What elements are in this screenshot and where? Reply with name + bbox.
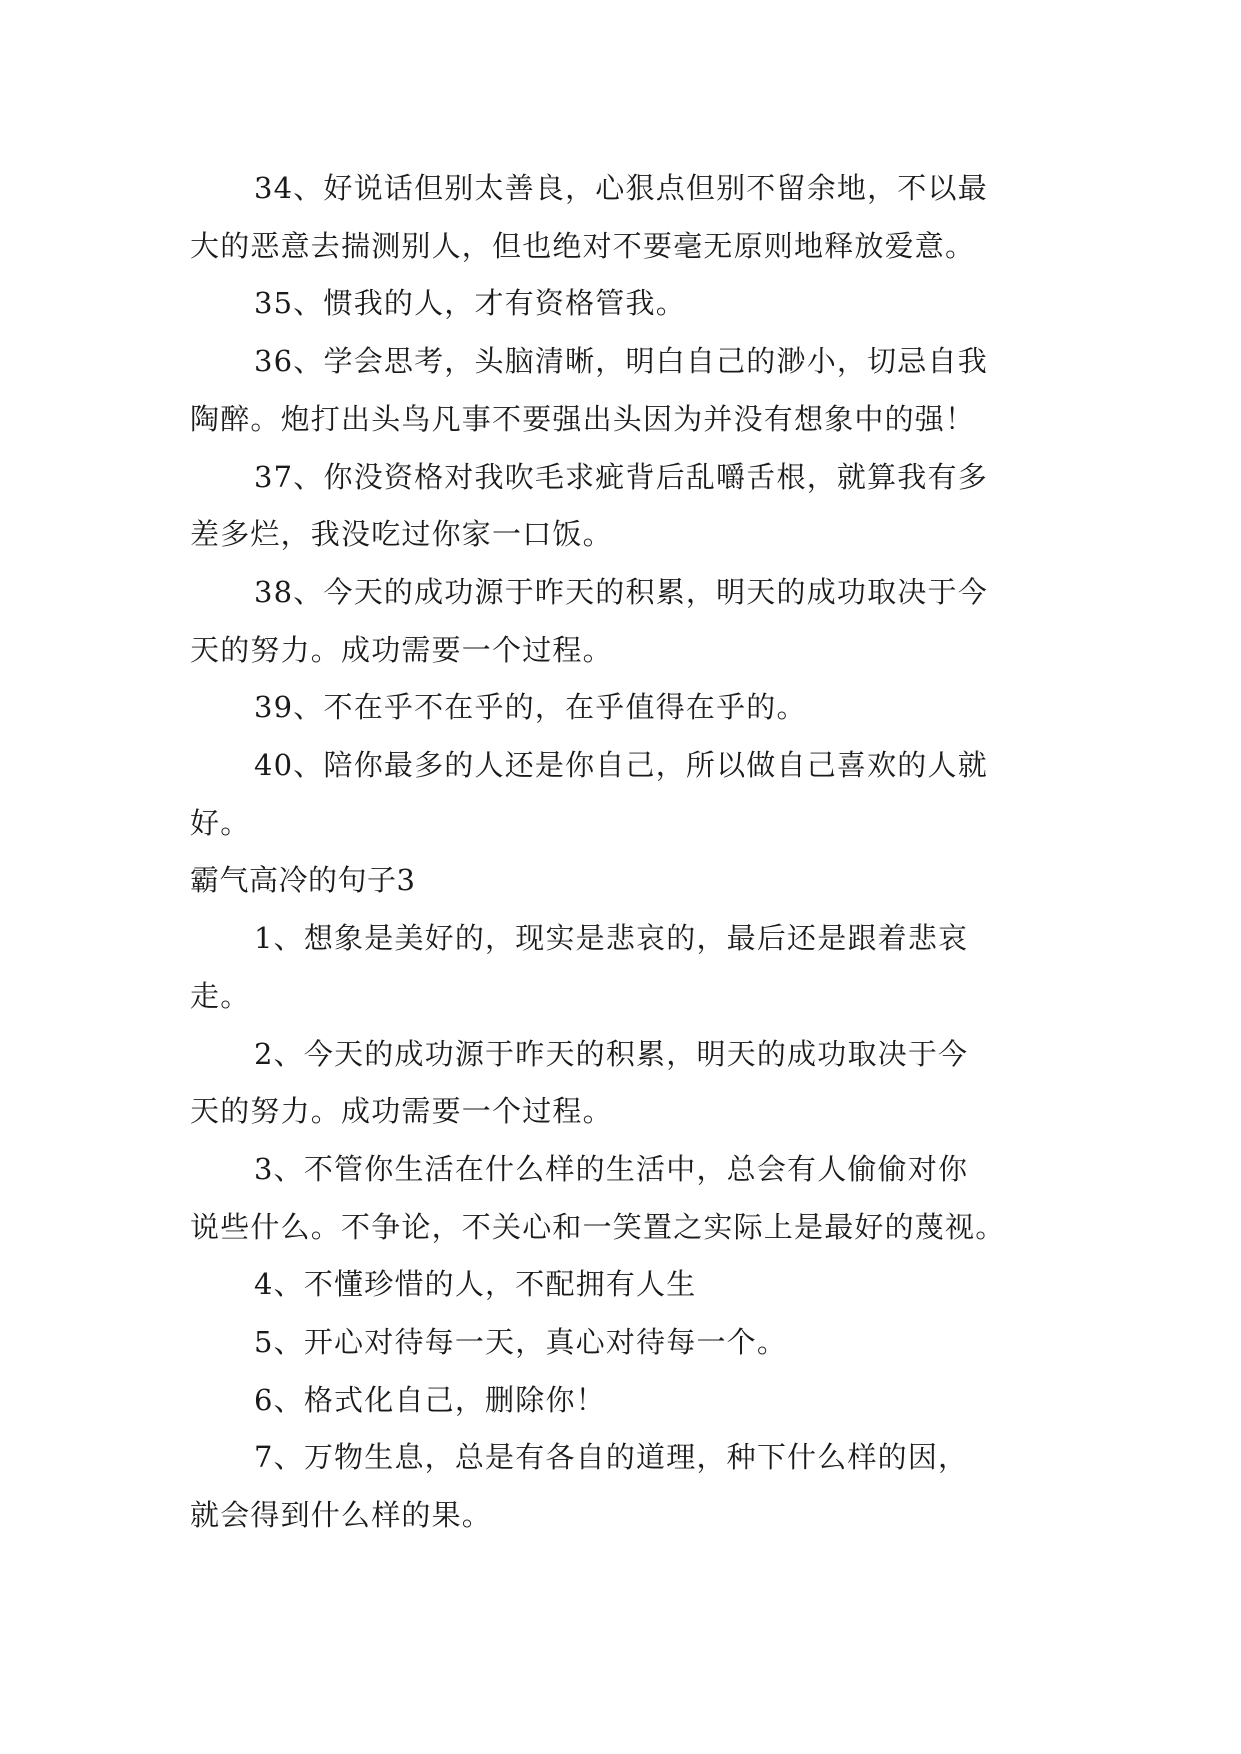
section-heading: 霸气高冷的句子3 bbox=[190, 863, 416, 898]
quote-2-line-1: 2、今天的成功源于昨天的积累，明天的成功取决于今 bbox=[254, 1036, 969, 1071]
quote-2-line-2: 天的努力。成功需要一个过程。 bbox=[190, 1094, 613, 1129]
quote-7-line-2: 就会得到什么样的果。 bbox=[190, 1498, 493, 1533]
quote-38-line-2: 天的努力。成功需要一个过程。 bbox=[190, 632, 613, 667]
quote-3 bbox=[190, 1141, 1062, 1256]
quote-1-line-1: 1、想象是美好的，现实是悲哀的，最后还是跟着悲哀 bbox=[254, 921, 969, 956]
quote-34-line-1: 34、好说话但别太善良，心狠点但别不留余地，不以最 bbox=[254, 171, 988, 205]
quote-2 bbox=[190, 1026, 1062, 1141]
quote-40-line-2: 好。 bbox=[190, 805, 251, 840]
quote-4-line-1: 4、不懂珍惜的人，不配拥有人生 bbox=[254, 1267, 697, 1302]
quote-4 bbox=[190, 1256, 1062, 1314]
quote-36-line-2: 陶醉。炮打出头鸟凡事不要强出头因为并没有想象中的强！ bbox=[190, 401, 976, 436]
quote-1-line-2: 走。 bbox=[190, 978, 251, 1013]
quote-34 bbox=[190, 160, 1062, 275]
quote-5 bbox=[190, 1314, 1062, 1372]
quote-36 bbox=[190, 333, 1062, 448]
quote-39-line-1: 39、不在乎不在乎的，在乎值得在乎的。 bbox=[254, 690, 807, 725]
quote-40-line-1: 40、陪你最多的人还是你自己，所以做自己喜欢的人就 bbox=[254, 748, 988, 783]
quote-35-line-1: 35、惯我的人，才有资格管我。 bbox=[254, 286, 686, 321]
quote-6-line-1: 6、格式化自己，删除你！ bbox=[254, 1382, 606, 1417]
quote-34-line-2: 大的恶意去揣测别人，但也绝对不要毫无原则地释放爱意。 bbox=[190, 228, 976, 263]
quote-37 bbox=[190, 449, 1062, 564]
quote-1 bbox=[190, 910, 1062, 1025]
quote-38-line-1: 38、今天的成功源于昨天的积累，明天的成功取决于今 bbox=[254, 574, 988, 609]
quote-40 bbox=[190, 737, 1062, 852]
quote-37-line-1: 37、你没资格对我吹毛求疵背后乱嚼舌根，就算我有多 bbox=[254, 459, 988, 494]
quote-38 bbox=[190, 564, 1062, 679]
quote-3-line-2: 说些什么。不争论，不关心和一笑置之实际上是最好的蔑视。 bbox=[190, 1209, 1006, 1244]
quote-6 bbox=[190, 1372, 1062, 1430]
quote-5-line-1: 5、开心对待每一天，真心对待每一个。 bbox=[254, 1325, 788, 1360]
document-page bbox=[190, 160, 1062, 1545]
quote-7-line-1: 7、万物生息，总是有各自的道理，种下什么样的因， bbox=[254, 1440, 969, 1475]
quote-3-line-1: 3、不管你生活在什么样的生活中，总会有人偷偷对你 bbox=[254, 1151, 969, 1186]
quote-37-line-2: 差多烂，我没吃过你家一口饭。 bbox=[190, 517, 613, 552]
quote-7 bbox=[190, 1429, 1062, 1544]
quote-35 bbox=[190, 275, 1062, 333]
quote-39 bbox=[190, 679, 1062, 737]
quote-36-line-1: 36、学会思考，头脑清晰，明白自己的渺小，切忌自我 bbox=[254, 344, 988, 379]
